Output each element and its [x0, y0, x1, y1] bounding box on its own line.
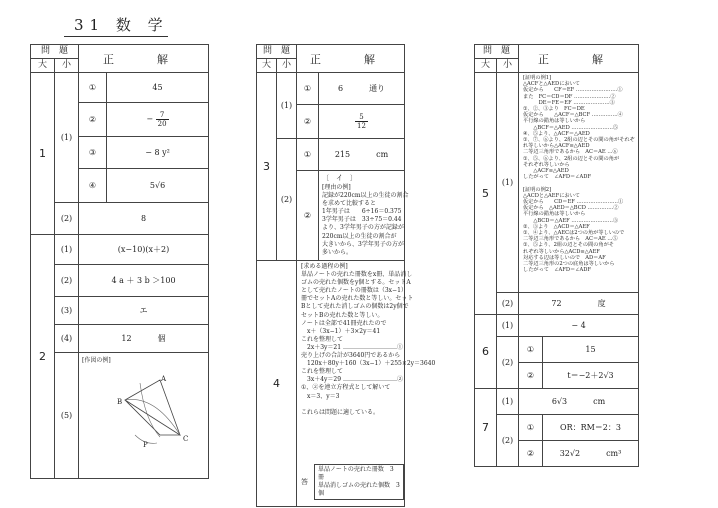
- answer-table-right: [474, 44, 639, 467]
- q3-2-item1-value: 215: [334, 150, 351, 159]
- q2-4-unit: 個: [157, 334, 166, 343]
- q5-2-answer: [519, 293, 639, 315]
- q4-answer-box: [314, 464, 404, 500]
- q3-2-reason: [理由の例] 記録が220cm以上の生徒の割合 を求めて比較すると 1年男子は 6÷16＝0.375 3学年男子は 33÷75＝0.44 より、3学年男子の方が記録が 220cm以上の生徒の割合が 大きいから、3学年男子の方が 多いから。: [322, 184, 409, 256]
- q3-1-item2-num: ②: [297, 105, 319, 139]
- q7-2-item2-unit: cm³: [606, 449, 622, 458]
- header-big: 大: [475, 59, 497, 73]
- q1-2-answer: 8: [79, 203, 209, 235]
- q2-5-figure-title: [作図の例]: [82, 357, 111, 364]
- q2-2-answer: 4 a ＋ 3 b ＞100: [79, 265, 209, 297]
- q7-sub1-label: (1): [497, 389, 519, 415]
- q2-4-value: 12: [121, 334, 132, 343]
- q2-5-label: (5): [55, 353, 79, 479]
- q4-answer-cell: [297, 261, 436, 507]
- q1-sub1-label: (1): [55, 73, 79, 203]
- q1-1-item2-sign: −: [146, 114, 154, 124]
- q6-number: 6: [475, 315, 497, 389]
- q6-2-item2-answer: t＝−2＋2√3: [543, 363, 639, 389]
- q6-sub1-label: (1): [497, 315, 519, 337]
- q1-1-item3-answer: − 8 y²: [107, 137, 209, 169]
- figure-label-a: A: [161, 375, 167, 383]
- q7-1-answer: [519, 389, 639, 415]
- q6-sub2-label: (2): [497, 337, 519, 389]
- q3-2-item2-num: ②: [297, 171, 319, 261]
- q1-1-item2-answer: [107, 103, 209, 137]
- q2-3-label: (3): [55, 297, 79, 325]
- q2-3-answer: エ: [79, 297, 209, 325]
- q7-2-item2-value: 32√2: [559, 449, 581, 458]
- q3-1-item2-fraction: [355, 113, 368, 130]
- q2-4-answer: [79, 325, 209, 353]
- q1-1-item1-num: ①: [79, 73, 107, 103]
- q3-1-item1-value: 6: [337, 84, 344, 93]
- q1-1-item3-num: ③: [79, 137, 107, 169]
- q3-2-item1-unit: cm: [376, 150, 389, 159]
- q7-1-unit: cm: [593, 397, 606, 406]
- q1-number: 1: [31, 73, 55, 235]
- q4-number: 4: [257, 261, 297, 507]
- q7-number: 7: [475, 389, 497, 467]
- q5-proof-text: [証明の例1] △ACFと△AEDにおいて 仮定から CF＝EF ……………………① また FC＝CD＝DF …………………② DE＝FE＝EF …………………③ ①、②、③より FC＝DE 仮定から △ACF＝△BCF ……………④ 平行線の錯角は等しいから △BCF＝△AED ……………………⑤ ④、⑤より、△ACF＝△AED ①、⑦、⑥より、2組の辺とその間の角がそれぞ れ等しいから△ACF≡△AED 二等辺三角形であるから AC＝AE …⑥ ①、⑤、⑥より、2組の辺とその間の角が それぞれ等しいから △ACF≡△AED したがって ∠AFD＝∠ADF [証明の例2] △ACDと△AEFにおいて 仮定から CD＝EF ……………………① 仮定から △AED＝△BCD ……………② 平行線の錯角は等しいから △BCD＝△AEF ……………………③ ②、③より △ACD＝△AEF ①、④より、△AECは2つの角が等しいので 二等辺三角形であるから AC＝AE …⑤ ①、⑤より、2組の辺とその間の角がそ れぞれ等しいから△ACD≡△AEF 対応する辺は等しいので AD＝AF 二等辺三角形の2つの底角は等しいから したがって ∠AFD＝∠ADF: [523, 75, 635, 274]
- q1-sub2-label: (2): [55, 203, 79, 235]
- q7-sub2-label: (2): [497, 415, 519, 467]
- q3-1-item2-numerator: 5: [355, 113, 368, 122]
- q3-sub2-label: (2): [277, 139, 297, 261]
- q4-working: [求める過程の例] 単品ノートの売れた冊数をx冊、単品消し ゴムの売れた個数をy個とする。セットA として売れたノートの冊数は（3x−1） 冊でセットAの売れた数と等しい。セット Bとして売れた消しゴムの個数は2y個で セットBの売れた数と等しい。 ノートは全部で41冊売れたので x＋（3x−1）＋3×2y＝41 これを整理して 2x＋3y＝21 ………………………① 売り上げの合計が3640円であるから 120x＋80y＋160（3x−1）＋255×2y＝3640 これを整理して 3x＋4y＝29 ………………………② ①、②を連立方程式として解いて x＝3、y＝3 これらは問題に適している。: [301, 263, 436, 416]
- q6-2-item1-answer: 15: [543, 337, 639, 363]
- q4-final-answer: [301, 464, 404, 500]
- q3-1-item1-answer: [319, 73, 405, 105]
- triangle-shape: [125, 380, 180, 435]
- q1-1-item1-answer: 45: [107, 73, 209, 103]
- q1-1-item4-num: ④: [79, 169, 107, 203]
- q6-1-answer: − 4: [519, 315, 639, 337]
- q3-1-item1-unit: 通り: [369, 84, 386, 93]
- q3-2-item2-answer: [319, 171, 409, 261]
- q6-2-item1-num: ①: [519, 337, 543, 363]
- q3-1-item1-num: ①: [297, 73, 319, 105]
- q3-1-item2-denominator: 12: [357, 122, 366, 130]
- q1-1-item2-numerator: 7: [156, 111, 169, 120]
- header-question: 問 題: [31, 45, 79, 59]
- answer-table-left: [30, 44, 209, 479]
- q3-2-item1-num: ①: [297, 139, 319, 171]
- q1-1-item2-num: ②: [79, 103, 107, 137]
- figure-label-b: B: [117, 398, 123, 406]
- q5-sub2-label: (2): [497, 293, 519, 315]
- q2-1-label: (1): [55, 235, 79, 265]
- header-answer: 正 解: [297, 45, 405, 73]
- q7-2-item2-num: ②: [519, 441, 543, 467]
- q1-1-item4-answer: 5√6: [107, 169, 209, 203]
- header-big: 大: [31, 59, 55, 73]
- q4-answer-line-2: 単品消しゴムの売れた個数 3 個: [318, 482, 406, 497]
- q5-2-unit: 度: [597, 299, 606, 308]
- q3-number: 3: [257, 73, 277, 261]
- header-small: 小: [277, 59, 297, 73]
- q3-2-choice: 〔 イ 〕: [322, 174, 358, 182]
- figure-label-c: C: [183, 435, 189, 443]
- q2-1-answer: (x−10)(x＋2): [79, 235, 209, 265]
- answer-table-middle: [256, 44, 436, 507]
- header-question: 問 題: [475, 45, 519, 59]
- header-question: 問 題: [257, 45, 297, 59]
- q5-number: 5: [475, 73, 497, 315]
- q2-number: 2: [31, 235, 55, 479]
- q5-sub1-label: (1): [497, 73, 519, 293]
- q2-4-label: (4): [55, 325, 79, 353]
- q7-2-item1-num: ①: [519, 415, 543, 441]
- q2-5-construction-cell: [79, 353, 209, 479]
- q7-2-item2-answer: [543, 441, 639, 467]
- header-small: 小: [55, 59, 79, 73]
- construction-figure: [85, 365, 205, 475]
- q6-2-item2-num: ②: [519, 363, 543, 389]
- header-answer: 正 解: [79, 45, 209, 73]
- q5-proof-cell: [519, 73, 639, 293]
- header-answer: 正 解: [519, 45, 639, 73]
- q4-answer-line-1: 単品ノートの売れた冊数 3 冊: [318, 466, 400, 481]
- q7-1-value: 6√3: [551, 397, 568, 406]
- header-big: 大: [257, 59, 277, 73]
- q1-1-item2-fraction: [156, 111, 169, 128]
- q3-2-item1-answer: [319, 139, 405, 171]
- q2-2-label: (2): [55, 265, 79, 297]
- q4-answer-label: 答: [301, 478, 309, 486]
- title-underline: [64, 36, 168, 37]
- q1-1-item2-denominator: 20: [157, 120, 167, 128]
- q5-2-value: 72: [551, 299, 562, 308]
- page-title: 31 数 学: [74, 16, 169, 34]
- q3-1-item2-answer: [319, 105, 405, 139]
- q7-2-item1-answer: OR：RM＝2：3: [543, 415, 639, 441]
- header-small: 小: [497, 59, 519, 73]
- q3-sub1-label: (1): [277, 73, 297, 139]
- figure-label-p: P: [143, 441, 148, 449]
- arc-shape-1: [140, 383, 160, 437]
